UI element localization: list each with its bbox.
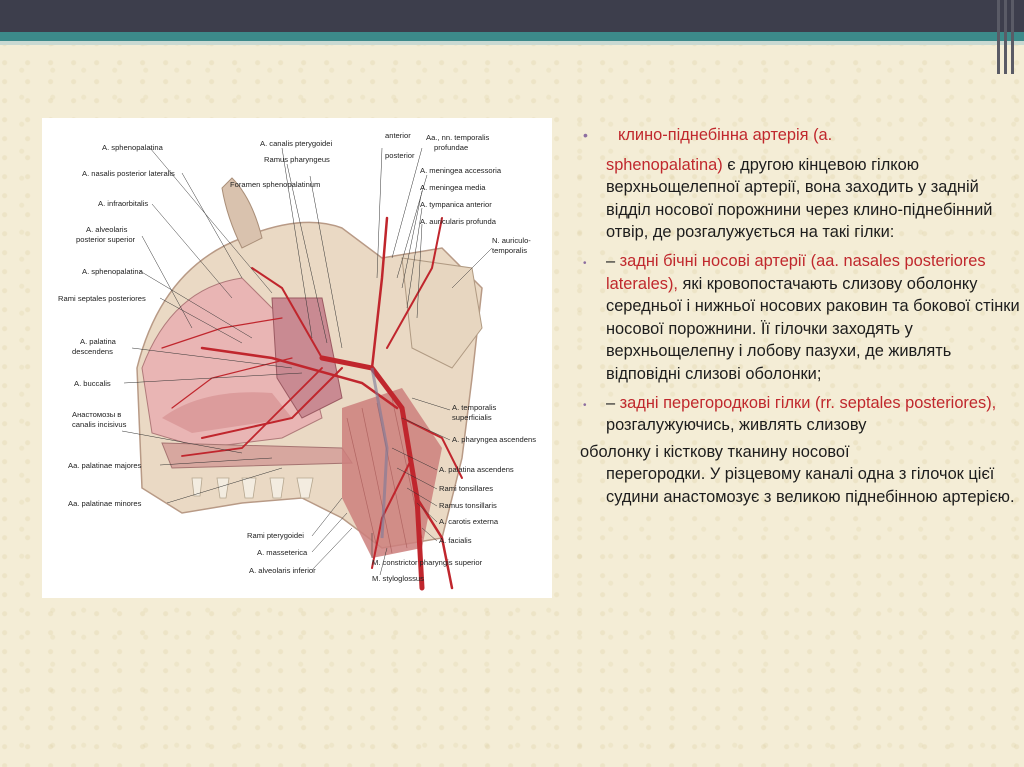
label-superficialis: superficialis [452, 413, 492, 422]
label-rami-pterygoidei: Rami pterygoidei [247, 531, 304, 540]
term-sphenopalatina-latin: sphenopalatina) [606, 155, 723, 174]
term-septal: задні перегородкові гілки (rr. septales posteriores), [619, 393, 997, 412]
label-anastomosis: Анастомозы в [72, 410, 122, 419]
label-carotis-externa: A. carotis externa [439, 517, 499, 526]
label-alveolaris-inferior: A. alveolaris inferior [249, 566, 316, 575]
label-palatina: A. palatina [80, 337, 116, 346]
label-constrictor-pharyngis: M. constrictor pharyngis superior [372, 558, 483, 567]
label-temporalis: temporalis [492, 246, 528, 255]
label-palatina-ascendens: A. palatina ascendens [439, 465, 514, 474]
bullet: • [583, 257, 587, 269]
label-sphenopalatina-2: A. sphenopalatina [82, 267, 143, 276]
paragraph-sphenopalatine [580, 124, 1020, 244]
label-temporalis-superficialis: A. temporalis [452, 403, 497, 412]
label-ramus-tonsillaris: Ramus tonsillaris [439, 501, 497, 510]
label-descendens: descendens [72, 347, 113, 356]
label-posterior-superior: posterior superior [76, 235, 136, 244]
anatomy-figure [42, 118, 552, 598]
label-meningea-media: A. meningea media [420, 183, 486, 192]
corner-stripe [1004, 0, 1007, 74]
paragraph-body: розгалужуючись, живлять слизову [606, 416, 867, 435]
dash: – [606, 251, 620, 270]
label-foramen-sphenopalatinum: Foramen sphenopalatinum [230, 180, 321, 189]
paragraph-septal [580, 392, 1020, 437]
bullet: • [583, 399, 587, 411]
label-palatinae-majores: Aa. palatinae majores [68, 461, 142, 470]
label-canalis-incisivus: canalis incisivus [72, 420, 127, 429]
label-auricularis-profunda: A. auricularis profunda [420, 217, 496, 226]
label-profundae: profundae [434, 143, 469, 152]
label-temporalis-profundae: Aa., nn. temporalis [426, 133, 490, 142]
header-light-stripe [0, 41, 1024, 45]
paragraph-body: є другою кінцевою гілкою верхньощелепної артерії, вона заходить у задній відділ носової порожнини через клино-піднебінний отвір, де розгалужується на такі гілки: [606, 155, 993, 242]
paragraph-lateral-nasal [580, 250, 1020, 386]
label-auriculo: N. auriculo- [492, 236, 531, 245]
paragraph-body: перегородки. У різцевому каналі одна з гілочок цієї судини анастомозує з великою піднебінною артерією. [606, 465, 1015, 506]
label-rami-tonsillares: Rami tonsillares [439, 484, 494, 493]
label-styloglossus: M. styloglossus [372, 574, 424, 583]
label-masseterica: A. masseterica [257, 548, 308, 557]
bullet: • [583, 127, 588, 143]
label-tympanica-anterior: A. tympanica anterior [420, 200, 492, 209]
label-facialis: A. facialis [439, 536, 472, 545]
term-sphenopalatine: клино-піднебінна артерія (a. [618, 126, 833, 144]
header-bar [0, 0, 1024, 32]
term-lateral-nasal: задні бічні носові артерії (аа. nasales posteriores laterales), [606, 251, 986, 293]
anatomy-illustration [42, 118, 552, 598]
label-infraorbitalis: A. infraorbitalis [98, 199, 149, 208]
label-canalis-pterygoidei: A. canalis pterygoidei [260, 139, 333, 148]
label-ramus-pharyngeus: Ramus pharyngeus [264, 155, 330, 164]
paragraph-septal-continued [580, 441, 1020, 509]
label-alveolaris: A. alveolaris [86, 225, 128, 234]
label-sphenopalatina: A. sphenopalatina [102, 143, 163, 152]
header-accent-stripe [0, 32, 1024, 41]
paragraph-body: які кровопостачають слизову оболонку середньої і нижньої носових раковин та бокової стінки носової порожнини. Її гілочки заходять у верхньощелепну і лобову пазухи, де живлять відповідні слизові оболонки; [606, 274, 1020, 383]
label-palatinae-minores: Aa. palatinae minores [68, 499, 142, 508]
dash: – [606, 393, 620, 412]
label-rami-septales: Rami septales posteriores [58, 294, 146, 303]
label-pharyngea-ascendens: A. pharyngea ascendens [452, 435, 537, 444]
label-anterior: anterior [385, 131, 411, 140]
slide-text [580, 124, 1020, 509]
label-posterior: posterior [385, 151, 415, 160]
corner-stripe [1011, 0, 1014, 74]
paragraph-body: оболонку і кісткову тканину носової [580, 442, 850, 461]
label-nasalis-posterior: A. nasalis posterior lateralis [82, 169, 175, 178]
corner-stripe [997, 0, 1000, 74]
label-meningea-accessoria: A. meningea accessoria [420, 166, 502, 175]
label-buccalis: A. buccalis [74, 379, 111, 388]
